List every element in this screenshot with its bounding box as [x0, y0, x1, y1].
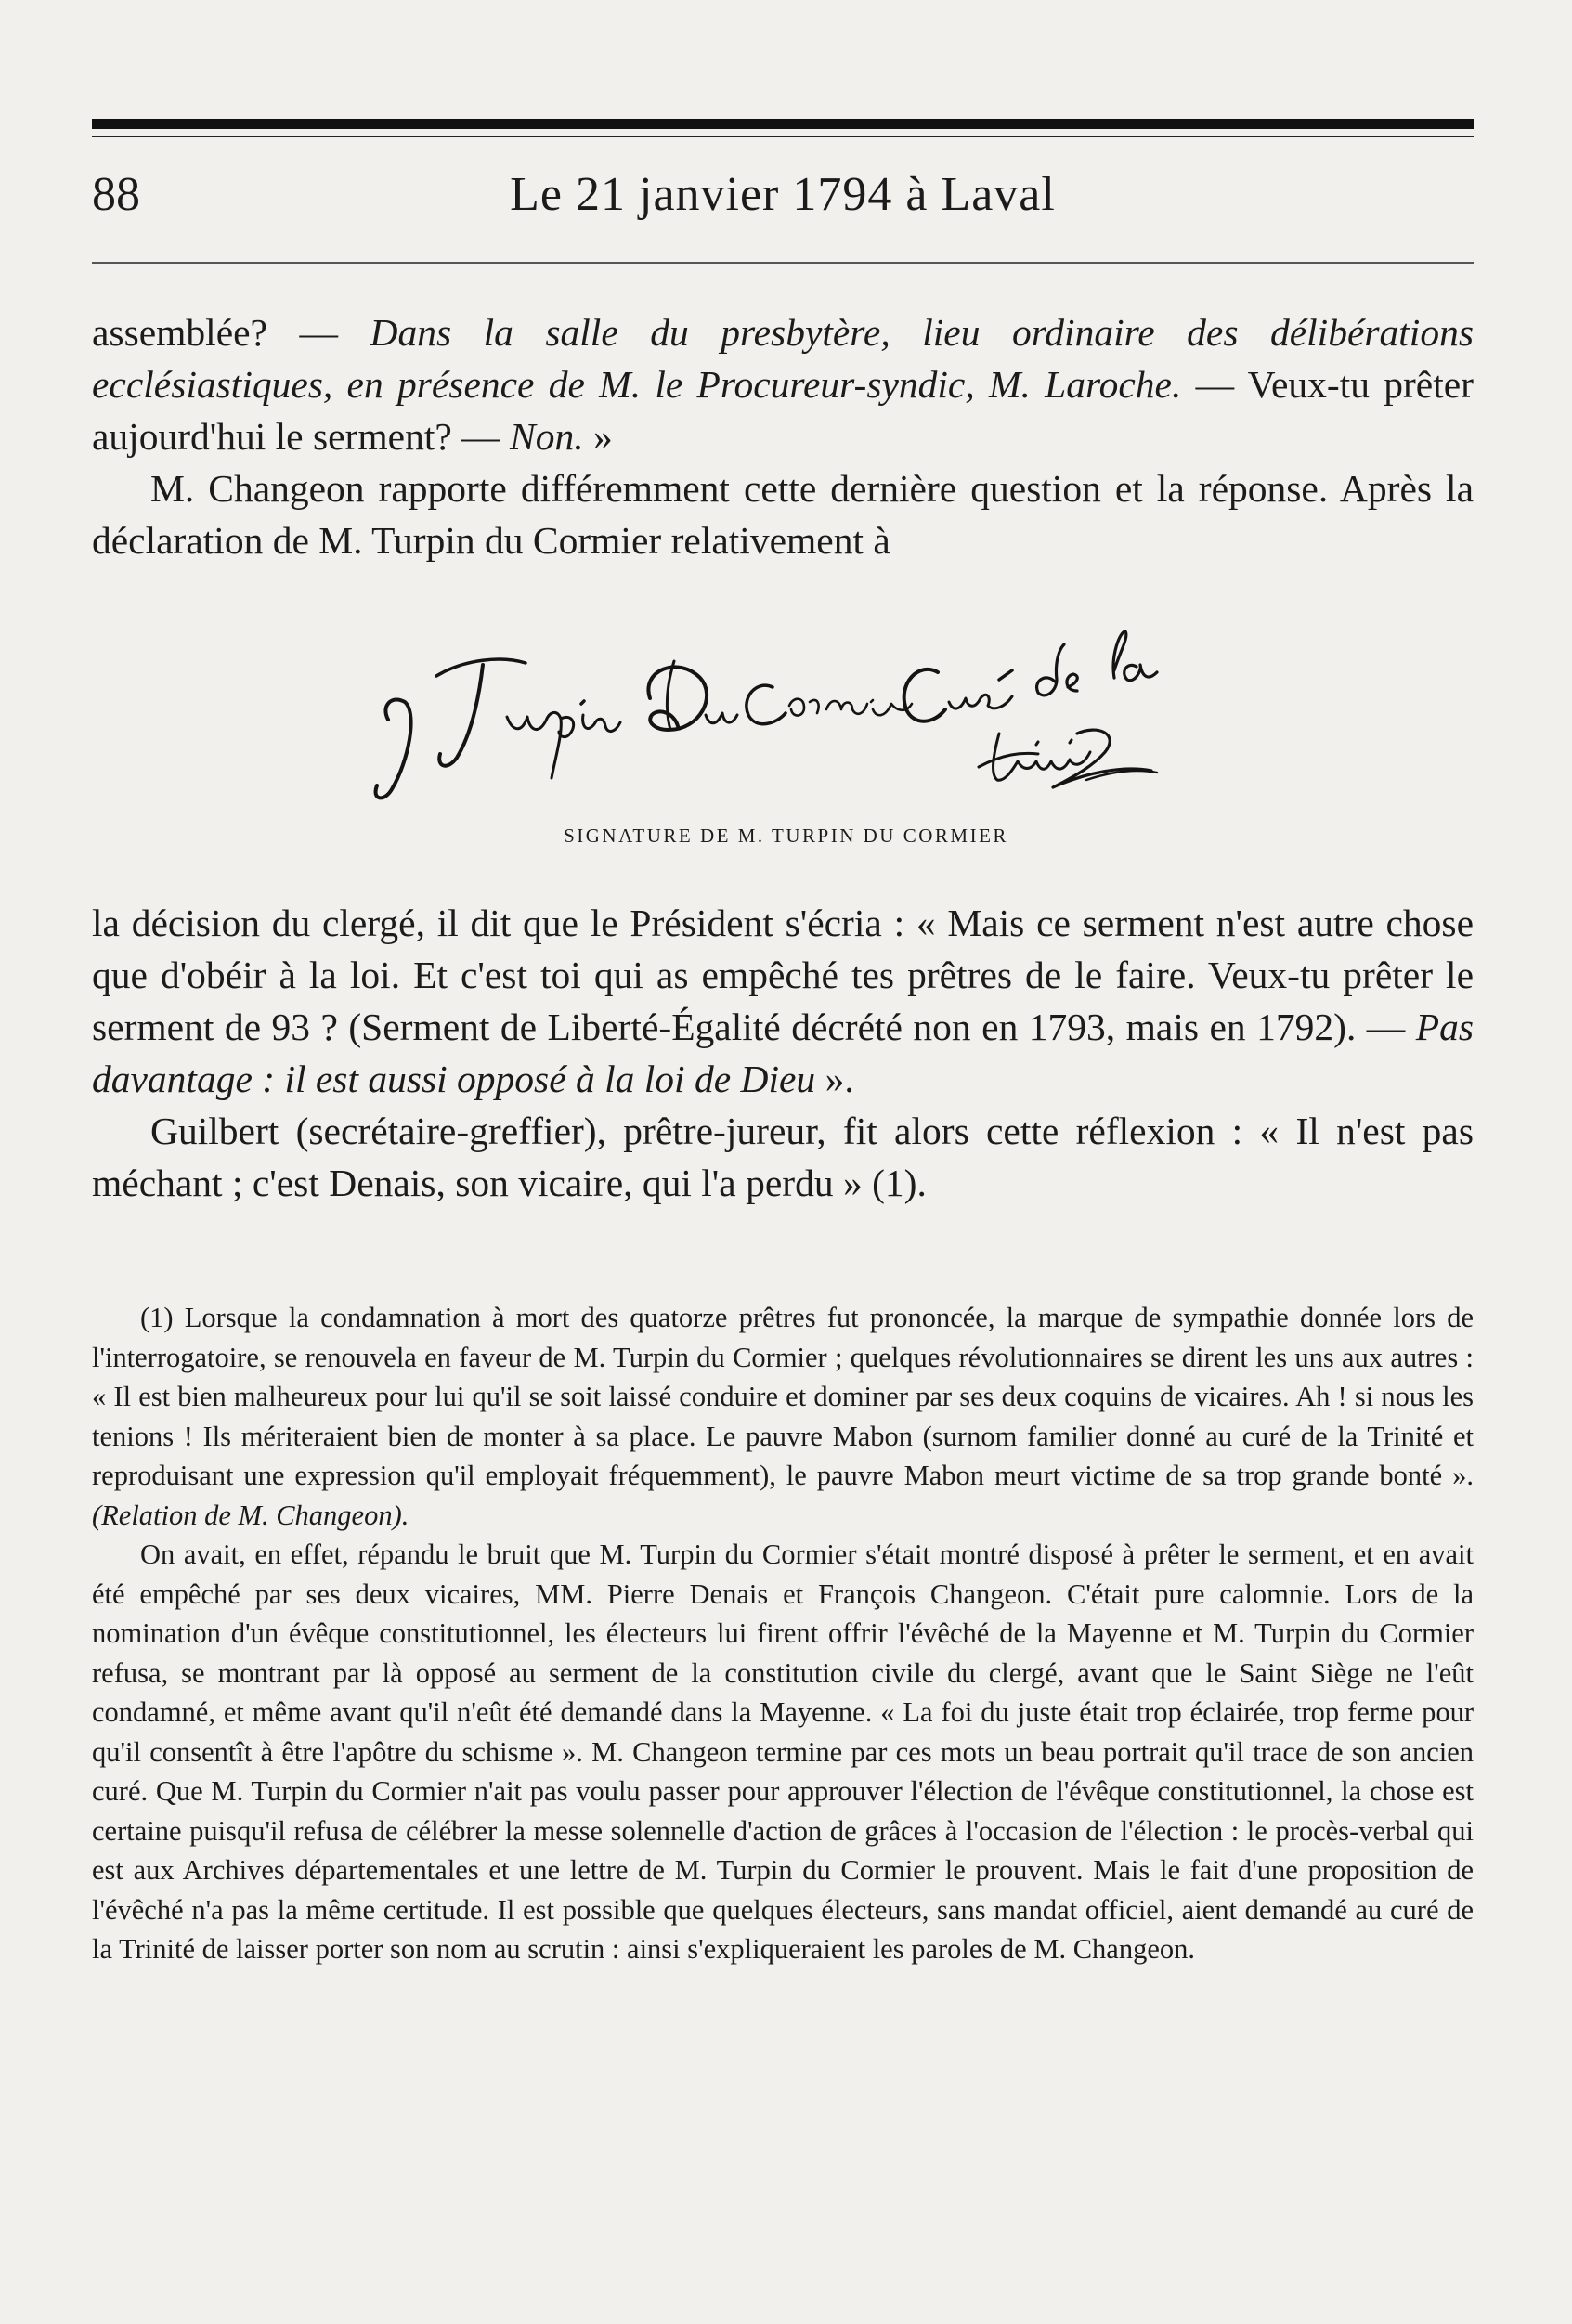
- paragraph-1: [92, 306, 1474, 462]
- top-thick-rule: [92, 119, 1474, 129]
- top-thin-rule: [92, 136, 1474, 137]
- body-text-bottom: [92, 897, 1474, 1209]
- p3-text-2: ».: [815, 1058, 854, 1100]
- signature-caption: SIGNATURE DE M. TURPIN DU CORMIER: [564, 824, 1008, 847]
- p1-italic: Dans la salle du presbytère, lieu ordinaire des délibérations ecclésiastiques, en présence de M. le Procureur-syndic, M. Laroche.: [92, 311, 1474, 406]
- header-rule: [92, 262, 1474, 264]
- p1-text-2: — Veux-tu prêter aujourd'hui le serment? —: [92, 363, 1474, 458]
- body-text-top: [92, 306, 1474, 566]
- running-title: Le 21 janvier 1794 à Laval: [510, 168, 1056, 221]
- footnotes: [92, 1298, 1474, 1969]
- p3-italic: Pas davantage : il est aussi opposé à la loi de Dieu: [92, 1006, 1474, 1100]
- footnote-1-text: (1) Lorsque la condamnation à mort des quatorze prêtres fut prononcée, la marque de sympathie donnée lors de l'interrogatoire, se renouvela en faveur de M. Turpin du Cormier ; quelques révolutionnaires se dirent les uns aux autres : « Il est bien malheureux pour lui qu'il se soit laissé conduire et dominer par ses deux coquins de vicaires. Ah ! si nous les tenions ! Ils mériteraient bien de monter à sa place. Le pauvre Mabon (surnom familier donné au curé de la Trinité et reproduisant une expression qu'il employait fréquemment), le pauvre Mabon meurt victime de sa trop grande bonté ».: [92, 1302, 1474, 1491]
- paragraph-2: M. Changeon rapporte différemment cette dernière question et la réponse. Après la déclaration de M. Turpin du Cormier relativement à: [92, 467, 1474, 562]
- p1-text-3: »: [583, 415, 613, 458]
- footnote-1: [92, 1298, 1474, 1535]
- p1-italic-2: Non.: [510, 415, 584, 458]
- footnote-1-citation: (Relation de M. Changeon).: [92, 1499, 409, 1531]
- footnote-2: On avait, en effet, répandu le bruit que M. Turpin du Cormier s'était montré disposé à prêter le serment, et en avait été empêché par ses deux vicaires, MM. Pierre Denais et François Changeon. C'était pure calomnie. Lors de la nomination d'un évêque constitutionnel, les électeurs lui firent offrir l'évêché de la Mayenne et M. Turpin du Cormier refusa, se montrant par là opposé au serment de la constitution civile du clergé, avant que le Saint Siège ne l'eût condamné, et même avant qu'il n'eût été demandé dans la Mayenne. « La foi du juste était trop éclairée, trop ferme pour qu'il consentît à être l'apôtre du schisme ». M. Changeon termine par ces mots un beau portrait qu'il trace de son ancien curé. Que M. Turpin du Cormier n'ait pas voulu passer pour approuver l'élection de l'évêque constitutionnel, la chose est certaine puisqu'il refusa de célébrer la messe solennelle d'action de grâces à l'occasion de l'élection : le procès-verbal qui est aux Archives départementales et une lettre de M. Turpin du Cormier le prouvent. Mais le fait d'une proposition de l'évêché n'a pas la même certitude. Il est possible que quelques électeurs, sans mandat officiel, aient demandé au curé de la Trinité de laisser porter son nom au scrutin : ainsi s'expliqueraient les paroles de M. Changeon.: [92, 1539, 1474, 1965]
- page-number: 88: [92, 168, 140, 221]
- p1-text: assemblée? —: [92, 311, 370, 354]
- page-header: [92, 167, 1474, 232]
- p3-text: la décision du clergé, il dit que le Président s'écria : « Mais ce serment n'est autre chose que d'obéir à la loi. Et c'est toi qui as empêché tes prêtres de le faire. Veux-tu prêter le serment de 93 ? (Serment de Liberté-Égalité décrété non en 1793, mais en 1792). —: [92, 902, 1474, 1048]
- signature-image: [344, 594, 1226, 808]
- paragraph-3: [92, 897, 1474, 1105]
- paragraph-4: Guilbert (secrétaire-greffier), prêtre-jureur, fit alors cette réflexion : « Il n'est pas méchant ; c'est Denais, son vicaire, qui l'a perdu » (1).: [92, 1110, 1474, 1204]
